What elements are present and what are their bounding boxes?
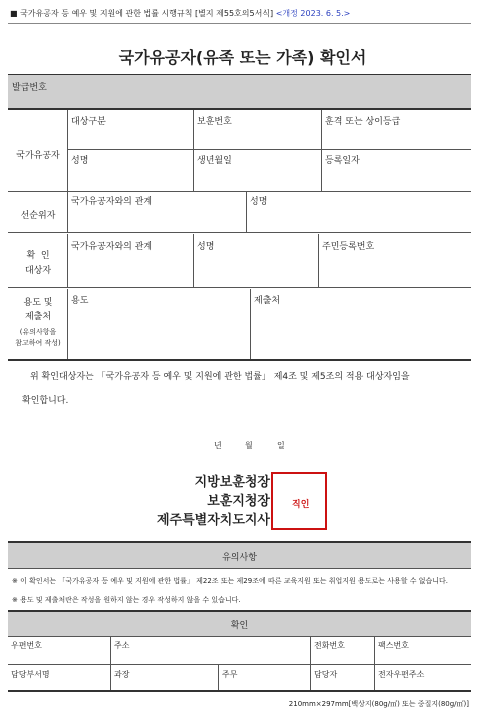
statement-line2: 확인합니다. xyxy=(22,396,69,406)
confirm-section-chief: 과장 xyxy=(114,670,130,679)
field-merit-name: 성명 xyxy=(71,156,89,166)
authority-branch: 보훈지청장 xyxy=(207,494,270,509)
target-label-line2: 대상자 xyxy=(24,266,52,276)
field-target-relation: 국가유공자와의 관계 xyxy=(71,242,153,252)
confirm-department: 담당부서명 xyxy=(11,670,50,679)
confirm-address: 주소 xyxy=(114,641,130,650)
confirm-staff: 담당자 xyxy=(314,670,338,679)
field-successor-relation: 국가유공자와의 관계 xyxy=(71,197,153,207)
usage-note-line1: (유의사항을 xyxy=(19,328,57,336)
confirm-fax: 팩스번호 xyxy=(378,641,409,650)
date-month: 월 xyxy=(245,441,253,450)
field-target-name: 성명 xyxy=(197,242,215,252)
note-item-1: ※ 이 확인서는 「국가유공자 등 예우 및 지원에 관한 법률」 제22조 또는 제29조에 따른 교육지원 또는 취업지원 용도로는 사용할 수 없습니다. xyxy=(12,577,449,585)
confirm-phone: 전화번호 xyxy=(314,641,345,650)
usage-note-line2: 참고하여 작성) xyxy=(15,339,61,347)
field-usage: 용도 xyxy=(71,296,89,306)
authority-regional: 지방보훈청장 xyxy=(194,475,270,490)
field-birth-date: 생년월일 xyxy=(197,156,232,166)
field-successor-name: 성명 xyxy=(250,197,268,207)
confirm-zipcode: 우편번호 xyxy=(11,641,42,650)
confirm-officer: 주무 xyxy=(222,670,238,679)
confirm-email: 전자우편주소 xyxy=(378,670,425,679)
usage-label-line2: 제출처 xyxy=(24,312,52,322)
usage-label-line1: 용도 및 xyxy=(23,298,53,308)
merit-section-label: 국가유공자 xyxy=(16,151,60,161)
issue-number-label: 발급번호 xyxy=(12,83,47,93)
field-resident-number: 주민등록번호 xyxy=(322,242,375,252)
field-merit-number: 보훈번호 xyxy=(197,117,232,127)
regulation-reference: 국가유공자 등 예우 및 지원에 관한 법률 시행규칙 [별지 제55호의5서식] xyxy=(20,9,274,18)
target-label-line1: 확 인 xyxy=(26,251,50,261)
confirm-title: 확인 xyxy=(230,621,249,631)
date-year: 년 xyxy=(214,441,222,450)
note-item-2: ※ 용도 및 제출처란은 작성을 원하지 않는 경우 작성하지 않을 수 있습니다. xyxy=(12,596,241,604)
field-honor-grade: 훈격 또는 상이등급 xyxy=(325,117,401,127)
successor-section-label: 선순위자 xyxy=(20,211,56,221)
square-bullet: ■ xyxy=(10,9,18,18)
date-day: 일 xyxy=(277,441,285,450)
authority-jeju: 제주특별자치도지사 xyxy=(156,513,270,528)
field-target-category: 대상구분 xyxy=(71,117,106,127)
notes-title: 유의사항 xyxy=(222,553,257,563)
revision-date: <개정 2023. 6. 5.> xyxy=(275,9,351,18)
page-title: 국가유공자(유족 또는 가족) 확인서 xyxy=(118,48,367,67)
paper-spec-footer: 210mm×297mm[백상지(80g/㎡) 또는 중질지(80g/㎡)] xyxy=(288,700,469,708)
field-submit-to: 제출처 xyxy=(254,296,281,306)
seal-label: 직인 xyxy=(292,500,310,510)
statement-line1: 위 확인대상자는 「국가유공자 등 예우 및 지원에 관한 법률」 제4조 및 제5조의 적용 대상자임을 xyxy=(30,372,410,382)
field-registration-date: 등록일자 xyxy=(325,156,360,166)
